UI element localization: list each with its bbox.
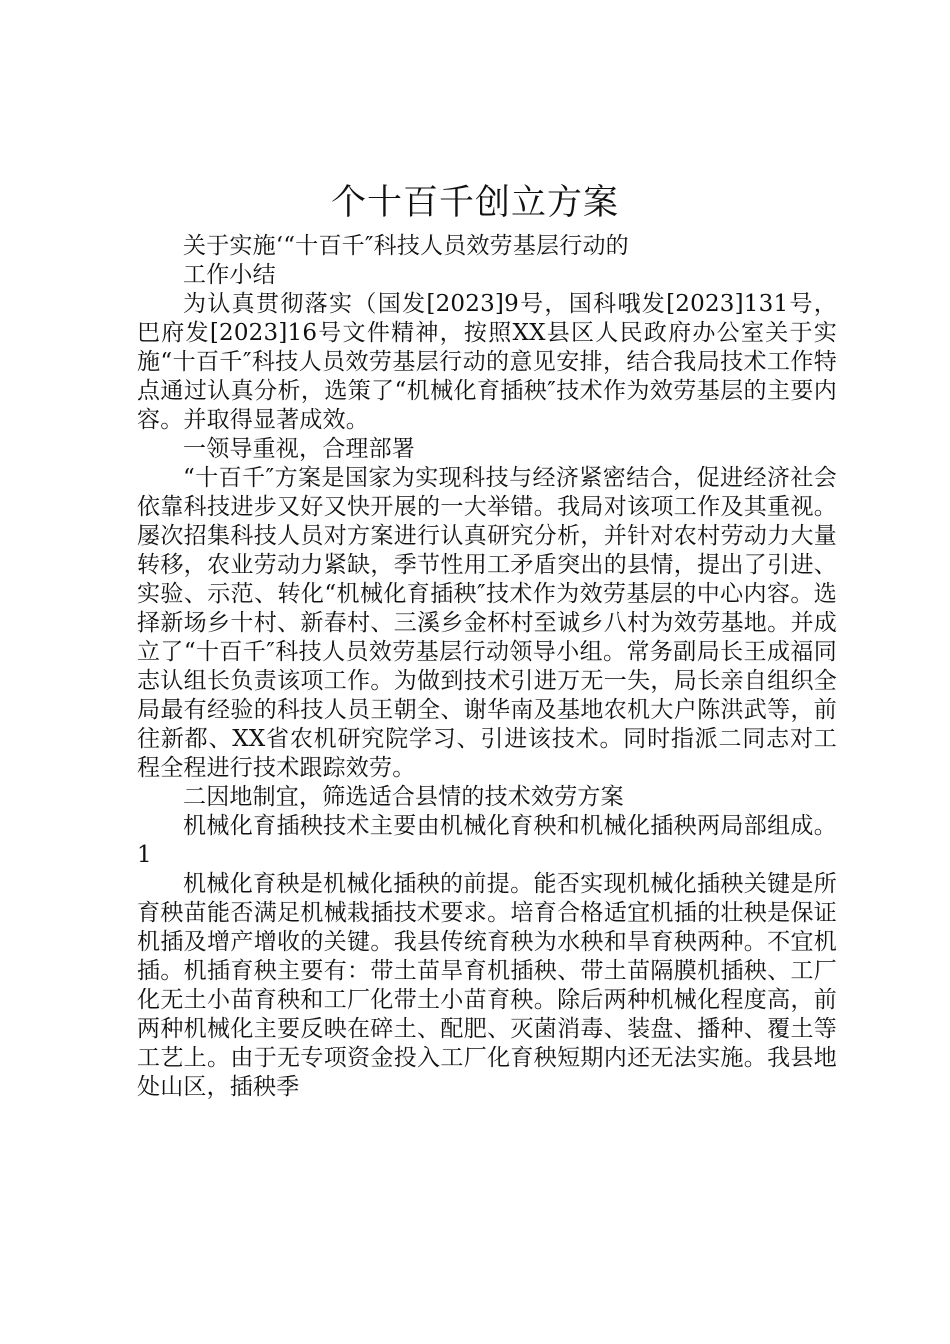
- intro-paragraph: 为认真贯彻落实（国发[2023]9号，国科哦发[2023]131号，巴府发[2023]16号文件精神，按照XX县区人民政府办公室关于实施“十百千″科技人员效劳基层行动的意见安排，结合我局技术工作特点通过认真分析，选策了“机械化育插秧″技术作为效劳基层的主要内容。并取得显著成效。: [137, 291, 837, 433]
- section-2-paragraph-2: 机械化育秧是机械化插秧的前提。能否实现机械化插秧关键是所育秧苗能否满足机械栽插技术要求。培育合格适宜机插的壮秧是保证机插及增产增收的关键。我县传统育秧为水秧和旱育秧两种。不宜机插。机插育秧主要有：带土苗旱育机插秧、带土苗隔膜机插秧、工厂化无土小苗育秧和工厂化带土小苗育秧。除后两种机械化程度高，前两种机械化主要反映在碎土、配肥、灭菌消毒、装盘、播种、覆土等工艺上。由于无专项资金投入工厂化育秧短期内还无法实施。我县地处山区，插秧季: [137, 871, 837, 1100]
- document-title: 个十百千创立方案: [330, 183, 619, 223]
- section-heading-1: 一领导重视，合理部署: [183, 436, 415, 462]
- report-heading-line-1: 关于实施‘“十百千″科技人员效劳基层行动的: [183, 233, 629, 259]
- document-body: [137, 232, 837, 1102]
- section-1-paragraph: “十百千″方案是国家为实现科技与经济紧密结合，促进经济社会依靠科技进步又好又快开展的一大举错。我局对该项工作及其重视。屡次招集科技人员对方案进行认真研究分析，并针对农村劳动力大量转移，农业劳动力紧缺，季节性用工矛盾突出的县情，提出了引进、实验、示范、转化“机械化育插秧″技术作为效劳基层的中心内容。选择新场乡十村、新春村、三溪乡金杯村至诚乡八村为效劳基地。并成立了“十百千″科技人员效劳基层行动领导小组。常务副局长王成福同志认组长负责该项工作。为做到技术引进万无一失，局长亲自组织全局最有经验的科技人员王朝全、谢华南及基地农机大户陈洪武等，前往新都、XX省农机研究院学习、引进该技术。同时指派二同志对工程全程进行技术跟踪效劳。: [137, 465, 837, 781]
- section-heading-2: 二因地制宜，筛选适合县情的技术效劳方案: [183, 784, 624, 810]
- section-2-paragraph-1: 机械化育插秧技术主要由机械化育秧和机械化插秧两局部组成。1: [137, 813, 837, 868]
- report-heading-line-2: 工作小结: [183, 262, 276, 288]
